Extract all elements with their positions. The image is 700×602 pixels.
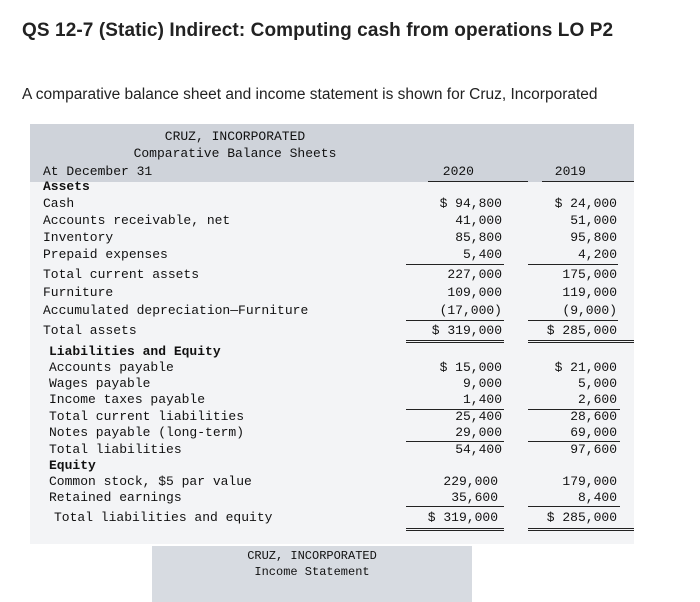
table-row bbox=[30, 196, 634, 212]
value-2019: $ 24,000 bbox=[554, 196, 617, 211]
total-rule-2020 bbox=[406, 340, 504, 341]
row-label: Accounts payable bbox=[49, 360, 174, 375]
row-label: Total current liabilities bbox=[49, 409, 245, 424]
row-label: Total assets bbox=[43, 323, 137, 338]
row-label: Notes payable (long-term) bbox=[49, 425, 245, 440]
value-2020: $ 319,000 bbox=[431, 323, 502, 338]
table-row bbox=[30, 344, 634, 360]
value-2019: 5,000 bbox=[577, 376, 617, 391]
total-rule-2020-b bbox=[406, 342, 504, 343]
balance-sheet-table bbox=[30, 124, 634, 544]
row-label: Cash bbox=[43, 196, 75, 211]
subtotal-rule-2019 bbox=[528, 506, 620, 507]
value-2020: 5,400 bbox=[462, 247, 502, 262]
table-row bbox=[30, 360, 634, 376]
value-2019: 28,600 bbox=[570, 409, 617, 424]
value-2020: $ 15,000 bbox=[439, 360, 502, 375]
value-2020: 229,000 bbox=[443, 474, 498, 489]
total-rule-2020-b bbox=[406, 530, 504, 531]
balance-sheet-header bbox=[30, 124, 634, 182]
row-label: Accounts receivable, net bbox=[43, 213, 231, 228]
row-label: Total liabilities and equity bbox=[54, 510, 273, 525]
value-2020: 109,000 bbox=[447, 285, 502, 300]
value-2019: $ 21,000 bbox=[554, 360, 617, 375]
row-label: Common stock, $5 par value bbox=[49, 474, 252, 489]
row-label: Inventory bbox=[43, 230, 114, 245]
row-label: Total current assets bbox=[43, 267, 200, 282]
table-row bbox=[30, 392, 634, 408]
section-equity: Equity bbox=[49, 458, 96, 473]
table-row bbox=[30, 303, 634, 319]
value-2019: 2,600 bbox=[577, 392, 617, 407]
subtotal-rule-2019 bbox=[528, 320, 618, 321]
table-row bbox=[30, 230, 634, 246]
table-row bbox=[30, 490, 634, 506]
table-row bbox=[30, 213, 634, 229]
table-row bbox=[30, 458, 634, 474]
row-label: Prepaid expenses bbox=[43, 247, 168, 262]
total-rule-2019 bbox=[528, 528, 634, 529]
value-2020: 29,000 bbox=[455, 425, 502, 440]
row-label: Accumulated depreciation—Furniture bbox=[43, 303, 309, 318]
intro-text: A comparative balance sheet and income statement is shown for Cruz, Incorporated bbox=[22, 86, 598, 103]
balance-sheet-company: CRUZ, INCORPORATED bbox=[164, 129, 306, 144]
value-2019: 4,200 bbox=[577, 247, 617, 262]
value-2019: 97,600 bbox=[570, 442, 617, 457]
page-title: QS 12-7 (Static) Indirect: Computing cash from operations LO P2 bbox=[22, 20, 614, 41]
value-2019: 51,000 bbox=[570, 213, 617, 228]
value-2019: 95,800 bbox=[570, 230, 617, 245]
total-rule-2020 bbox=[406, 528, 504, 529]
row-label: Income taxes payable bbox=[49, 392, 206, 407]
value-2019: 119,000 bbox=[562, 285, 617, 300]
date-label: At December 31 bbox=[43, 164, 153, 179]
subtotal-rule-2020 bbox=[406, 506, 504, 507]
table-row bbox=[30, 285, 634, 301]
subtotal-rule-2020 bbox=[406, 264, 504, 265]
table-row bbox=[30, 442, 634, 458]
column-2020-header: 2020 bbox=[442, 164, 474, 179]
subtotal-rule-2020 bbox=[406, 320, 504, 321]
row-label: Total liabilities bbox=[49, 442, 182, 457]
value-2019: $ 285,000 bbox=[546, 323, 617, 338]
total-rule-2019 bbox=[528, 340, 634, 341]
income-statement-company: CRUZ, INCORPORATED bbox=[247, 549, 377, 563]
income-statement-table bbox=[152, 546, 472, 602]
value-2020: 41,000 bbox=[455, 213, 502, 228]
table-row bbox=[30, 323, 634, 339]
value-2019: (9,000) bbox=[562, 303, 617, 318]
table-row bbox=[30, 376, 634, 392]
value-2020: $ 94,800 bbox=[439, 196, 502, 211]
section-liabilities-equity: Liabilities and Equity bbox=[49, 344, 221, 359]
table-row bbox=[30, 510, 634, 526]
total-rule-2019-b bbox=[528, 342, 634, 343]
table-row bbox=[30, 474, 634, 490]
table-row bbox=[30, 247, 634, 263]
total-rule-2019-b bbox=[528, 530, 634, 531]
balance-sheet-subtitle: Comparative Balance Sheets bbox=[133, 146, 337, 161]
value-2020: 9,000 bbox=[462, 376, 502, 391]
value-2020: 35,600 bbox=[451, 490, 498, 505]
value-2020: 54,400 bbox=[455, 442, 502, 457]
column-2019-header: 2019 bbox=[554, 164, 586, 179]
value-2019: 8,400 bbox=[577, 490, 617, 505]
table-row bbox=[30, 425, 634, 441]
subtotal-rule-2019 bbox=[528, 264, 618, 265]
value-2019: $ 285,000 bbox=[546, 510, 617, 525]
value-2020: $ 319,000 bbox=[427, 510, 498, 525]
value-2020: 227,000 bbox=[447, 267, 502, 282]
table-row bbox=[30, 267, 634, 283]
value-2019: 69,000 bbox=[570, 425, 617, 440]
value-2020: (17,000) bbox=[439, 303, 502, 318]
row-label: Wages payable bbox=[49, 376, 151, 391]
table-row bbox=[30, 179, 634, 195]
value-2019: 179,000 bbox=[562, 474, 617, 489]
income-statement-subtitle: Income Statement bbox=[254, 565, 370, 579]
section-assets: Assets bbox=[43, 179, 90, 194]
value-2020: 1,400 bbox=[462, 392, 502, 407]
table-row bbox=[30, 409, 634, 425]
value-2020: 25,400 bbox=[455, 409, 502, 424]
value-2019: 175,000 bbox=[562, 267, 617, 282]
row-label: Furniture bbox=[43, 285, 114, 300]
value-2020: 85,800 bbox=[455, 230, 502, 245]
row-label: Retained earnings bbox=[49, 490, 182, 505]
